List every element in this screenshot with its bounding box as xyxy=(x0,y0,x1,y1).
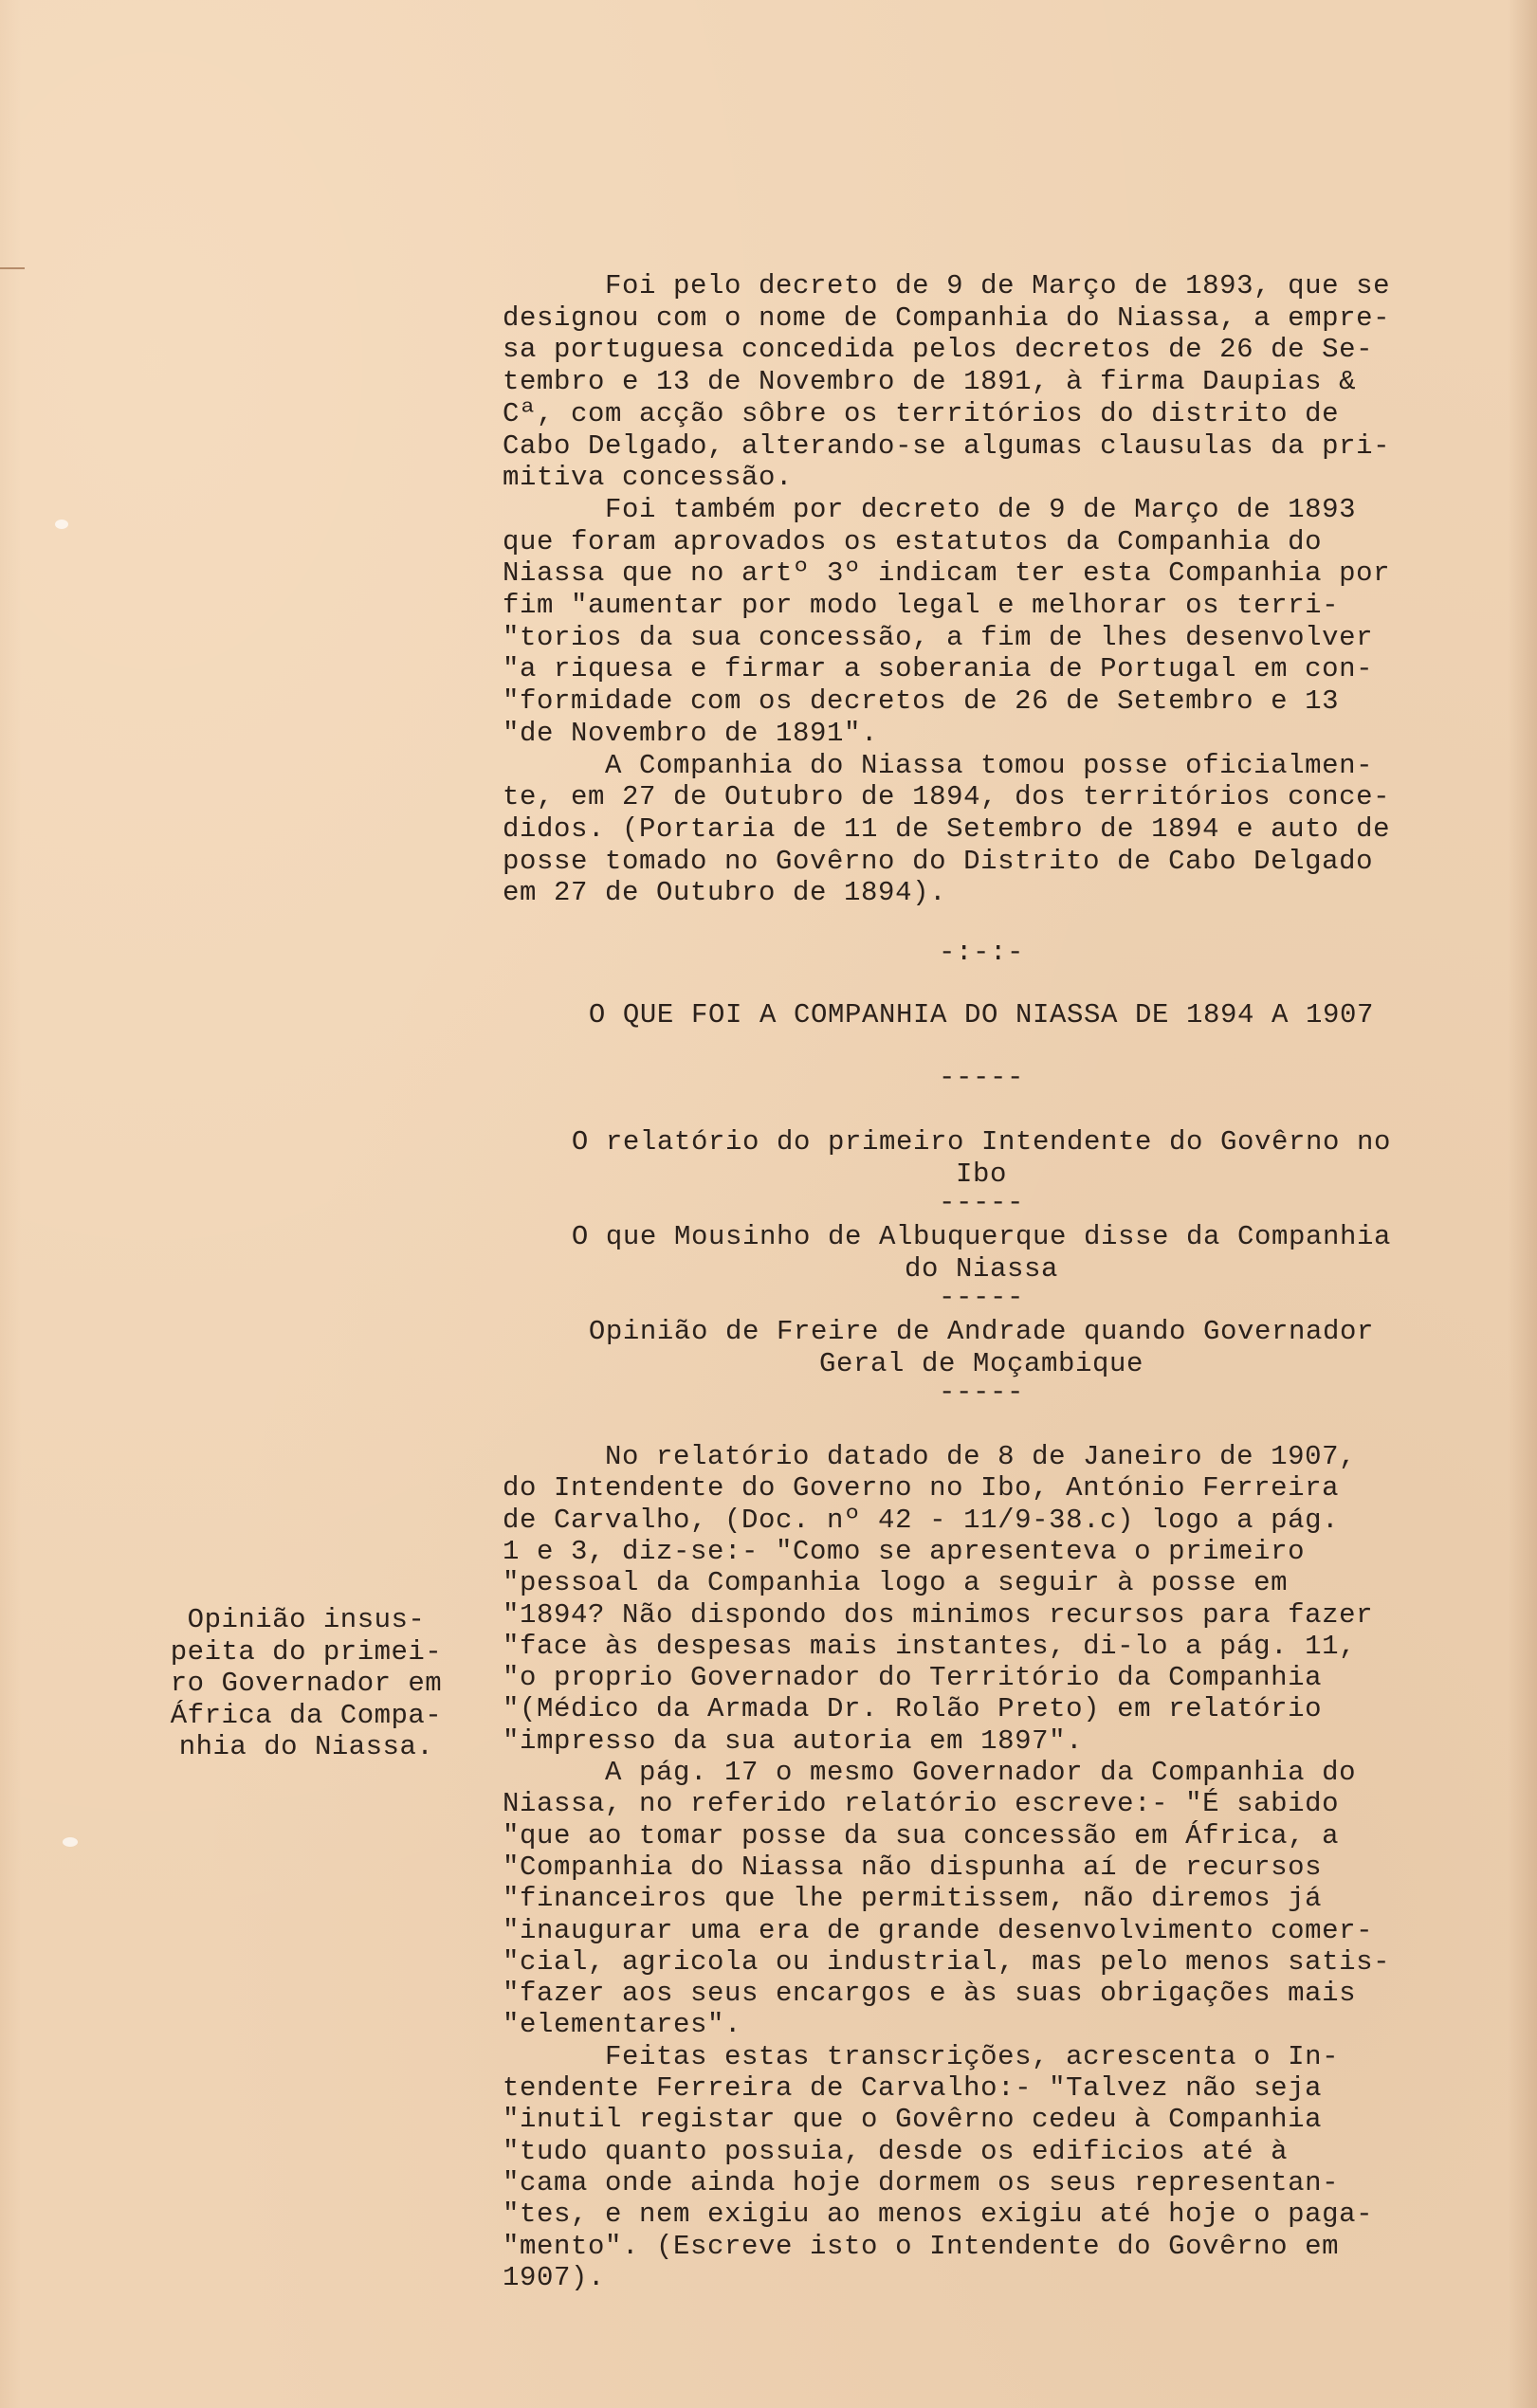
intro-line: em 27 de Outubro de 1894). xyxy=(503,877,947,909)
subheading-3-cont: Geral de Moçambique xyxy=(818,1348,1144,1379)
report-line: "elementares". xyxy=(503,2009,742,2041)
report-line: "Companhia do Niassa não dispunha aí de recursos xyxy=(503,1851,1323,1883)
margin-note-line: África da Compa- xyxy=(170,1699,443,1731)
subheading-3: Opinião de Freire de Andrade quando Governador xyxy=(588,1316,1375,1347)
subheading-1-separator: ----- xyxy=(938,1187,1024,1218)
paper-speck xyxy=(55,520,68,529)
report-line: "inaugurar uma era de grande desenvolvimento comer- xyxy=(503,1914,1374,1946)
intro-line: Foi também por decreto de 9 de Março de 1893 xyxy=(503,493,1357,525)
report-line: "tudo quanto possuia, desde os edificios até à xyxy=(503,2135,1289,2167)
intro-line: fim "aumentar por modo legal e melhorar os terri- xyxy=(503,590,1340,621)
report-line: "que ao tomar posse da sua concessão em África, a xyxy=(503,1819,1340,1852)
intro-line: tembro e 13 de Novembro de 1891, à firma Daupias & xyxy=(503,366,1357,398)
intro-line: te, em 27 de Outubro de 1894, dos territórios conce- xyxy=(503,781,1391,813)
margin-note-line: Opinião insus- xyxy=(187,1604,426,1635)
subheading-2: O que Mousinho de Albuquerque disse da Companhia xyxy=(571,1221,1392,1252)
report-line: "o proprio Governador do Território da Companhia xyxy=(503,1662,1323,1694)
intro-line: posse tomado no Govêrno do Distrito de Cabo Delgado xyxy=(503,845,1374,877)
report-line: "mento". (Escreve isto o Intendente do Govêrno em xyxy=(503,2230,1340,2262)
intro-line: sa portuguesa concedida pelos decretos de 26 de Se- xyxy=(503,334,1374,366)
report-line: "impresso da sua autoria em 1897". xyxy=(503,1724,1084,1757)
report-line: Niassa, no referido relatório escreve:- "É sabido xyxy=(503,1788,1340,1820)
intro-line: "formidade com os decretos de 26 de Setembro e 13 xyxy=(503,685,1340,718)
paper-speck xyxy=(63,1837,78,1847)
intro-line: que foram aprovados os estatutos da Companhia do xyxy=(503,525,1323,557)
report-line: No relatório datado de 8 de Janeiro de 1907, xyxy=(503,1441,1357,1472)
intro-line: mitiva concessão. xyxy=(503,462,794,494)
intro-line: "torios da sua concessão, a fim de lhes desenvolver xyxy=(503,621,1374,653)
intro-line: Cª, com acção sôbre os territórios do distrito de xyxy=(503,397,1340,429)
subheading-2-separator: ----- xyxy=(938,1282,1024,1313)
intro-line: "de Novembro de 1891". xyxy=(503,717,879,749)
subheading-1-cont: Ibo xyxy=(955,1158,1007,1190)
report-line: 1 e 3, diz-se:- "Como se apresenteva o primeiro xyxy=(503,1535,1306,1567)
intro-line: "a riquesa e firmar a soberania de Portugal em con- xyxy=(503,653,1374,685)
report-line: "fazer aos seus encargos e às suas obrigações mais xyxy=(503,1978,1357,2010)
intro-line: Foi pelo decreto de 9 de Março de 1893, que se xyxy=(503,270,1391,301)
title-separator: ----- xyxy=(938,1062,1024,1093)
report-line: A pág. 17 o mesmo Governador da Companhia do xyxy=(503,1757,1357,1788)
intro-line: designou com o nome de Companhia do Niassa, a empre- xyxy=(503,301,1391,334)
report-line: "pessoal da Companhia logo a seguir à posse em xyxy=(503,1567,1289,1599)
report-line: tendente Ferreira de Carvalho:- "Talvez não seja xyxy=(503,2072,1323,2104)
separator-ornament: -:-:- xyxy=(938,937,1024,968)
intro-line: didos. (Portaria de 11 de Setembro de 1894 e auto de xyxy=(503,812,1391,845)
report-line: "inutil registar que o Govêrno cedeu à Companhia xyxy=(503,2104,1323,2136)
report-line: "tes, e nem exigiu ao menos exigiu até hoje o paga- xyxy=(503,2198,1374,2231)
report-line: 1907). xyxy=(503,2261,606,2293)
subheading-2-cont: do Niassa xyxy=(904,1253,1059,1285)
report-line: "face às despesas mais instantes, di-lo a pág. 11, xyxy=(503,1630,1357,1662)
margin-note-line: nhia do Niassa. xyxy=(178,1731,434,1762)
report-line: "cial, agricola ou industrial, mas pelo menos satis- xyxy=(503,1945,1391,1978)
intro-line: A Companhia do Niassa tomou posse oficialmen- xyxy=(503,749,1374,781)
section-title: O QUE FOI A COMPANHIA DO NIASSA DE 1894 A 1907 xyxy=(588,999,1375,1031)
report-line: do Intendente do Governo no Ibo, António Ferreira xyxy=(503,1472,1340,1505)
report-line: de Carvalho, (Doc. nº 42 - 11/9-38.c) logo a pág. xyxy=(503,1504,1340,1536)
subheading-3-separator: ----- xyxy=(938,1377,1024,1408)
subheading-1: O relatório do primeiro Intendente do Govêrno no xyxy=(571,1126,1392,1158)
paper-edge-mark xyxy=(0,267,25,269)
intro-line: Niassa que no artº 3º indicam ter esta Companhia por xyxy=(503,557,1391,590)
margin-note-line: ro Governador em xyxy=(170,1668,443,1699)
report-line: "1894? Não dispondo dos minimos recursos para fazer xyxy=(503,1598,1374,1631)
intro-line: Cabo Delgado, alterando-se algumas clausulas da pri- xyxy=(503,429,1391,462)
margin-note-line: peita do primei- xyxy=(170,1635,443,1668)
report-line: Feitas estas transcrições, acrescenta o In- xyxy=(503,2040,1340,2072)
report-line: "cama onde ainda hoje dormem os seus representan- xyxy=(503,2166,1340,2198)
report-line: "(Médico da Armada Dr. Rolão Preto) em relatório xyxy=(503,1693,1323,1725)
report-line: "financeiros que lhe permitissem, não diremos já xyxy=(503,1883,1323,1915)
